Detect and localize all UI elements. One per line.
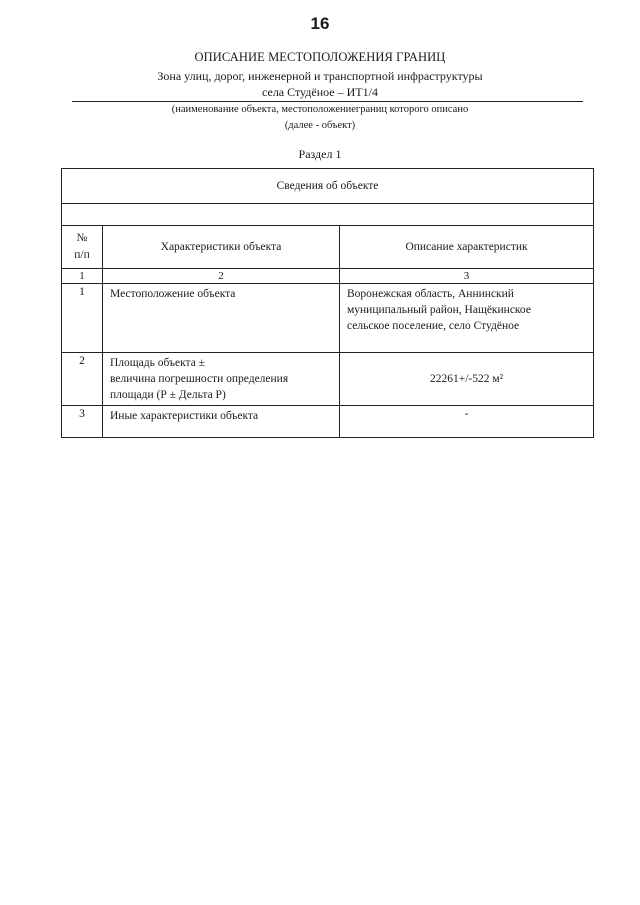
table-row (62, 353, 594, 406)
header-number-line-2: п/п (74, 249, 90, 261)
header-number-line-1: № (76, 232, 88, 244)
table-row (62, 284, 594, 353)
description-line: Воронежская область, Аннинский (347, 288, 514, 300)
object-caption-line-1: (наименование объекта, местоположениеграниц которого описано (171, 104, 469, 115)
row-description (340, 406, 594, 438)
table-row (62, 406, 594, 438)
column-index: 1 (62, 269, 103, 284)
table-title-row (62, 169, 594, 204)
header-number (62, 226, 103, 269)
column-index: 2 (103, 269, 340, 284)
document-title: ОПИСАНИЕ МЕСТОПОЛОЖЕНИЯ ГРАНИЦ (194, 50, 446, 64)
description-line: 22261+/-522 м² (429, 373, 504, 385)
characteristic-line: Местоположение объекта (110, 288, 236, 300)
row-characteristic (103, 353, 340, 406)
row-number: 1 (62, 284, 103, 353)
column-index-row (62, 269, 594, 284)
section-label: Раздел 1 (298, 147, 342, 161)
table-header-row (62, 226, 594, 269)
characteristic-line: Площадь объекта ± (110, 357, 205, 369)
underline-rule (72, 101, 583, 102)
characteristic-line: площади (Р ± Дельта Р) (110, 389, 226, 401)
row-characteristic (103, 406, 340, 438)
characteristic-line: Иные характеристики объекта (110, 410, 259, 422)
zone-name-line-2: села Студёное – ИТ1/4 (262, 85, 378, 99)
header-description: Описание характеристик (340, 226, 594, 269)
description-line: сельское поселение, село Студёное (347, 320, 520, 332)
header-characteristics: Характеристики объекта (103, 226, 340, 269)
description-line: - (464, 408, 469, 420)
table-title: Сведения об объекте (62, 169, 594, 204)
table-blank-row (62, 204, 594, 226)
row-number: 2 (62, 353, 103, 406)
blank-cell (62, 204, 594, 226)
row-description (340, 353, 594, 406)
description-line: муниципальный район, Нащёкинское (347, 304, 531, 316)
row-characteristic (103, 284, 340, 353)
page-number: 16 (310, 14, 330, 33)
zone-name-line-1: Зона улиц, дорог, инженерной и транспортной инфраструктуры (157, 69, 483, 83)
characteristic-line: величина погрешности определения (110, 373, 289, 385)
object-caption-line-2: (далее - объект) (284, 120, 356, 131)
column-index: 3 (340, 269, 594, 284)
row-number: 3 (62, 406, 103, 438)
object-info-table (61, 168, 594, 438)
row-description (340, 284, 594, 353)
